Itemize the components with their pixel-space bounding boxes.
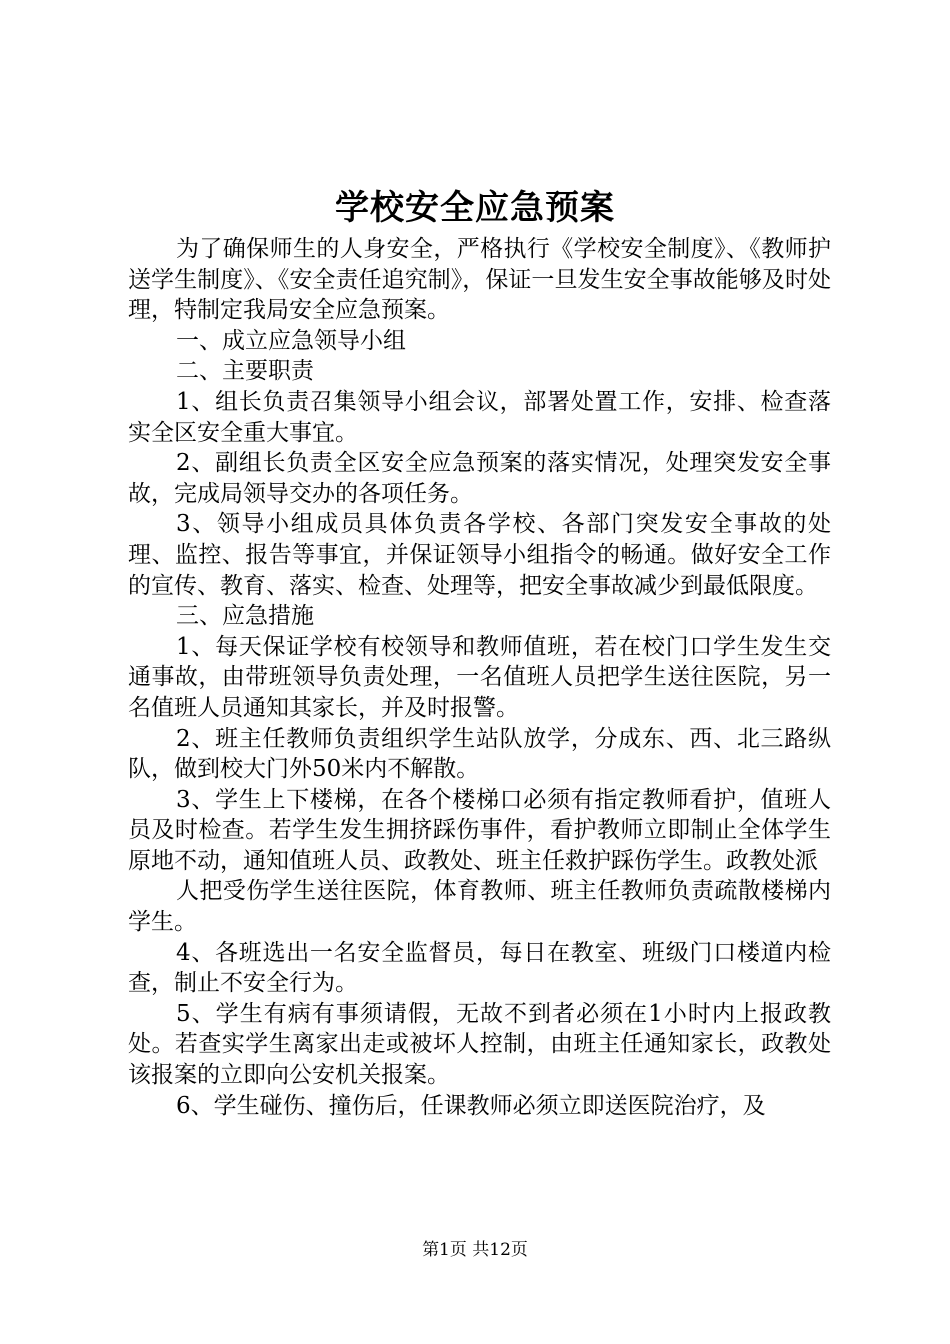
duty-item-3: 3、领导小组成员具体负责各学校、各部门突发安全事故的处理、监控、报告等事宜，并保证领导小组指令的畅通。做好安全工作的宣传、教育、落实、检查、处理等，把安全事故减少到最低限度。 <box>128 511 831 599</box>
duty-item-1: 1、组长负责召集领导小组会议，部署处置工作，安排、检查落实全区安全重大事宜。 <box>128 388 831 446</box>
measure-item-3: 3、学生上下楼梯，在各个楼梯口必须有指定教师看护，值班人员及时检查。若学生发生拥挤踩伤事件，看护教师立即制止全体学生原地不动，通知值班人员、政教处、班主任救护踩伤学生。政教处派 <box>128 786 831 874</box>
page-number: 第1页 共12页 <box>422 1240 528 1260</box>
document-body <box>128 234 831 1121</box>
measure-item-1: 1、每天保证学校有校领导和教师值班，若在校门口学生发生交通事故，由带班领导负责处理，一名值班人员把学生送往医院，另一名值班人员通知其家长，并及时报警。 <box>128 633 831 721</box>
measure-item-3-continued: 人把受伤学生送往医院，体育教师、班主任教师负责疏散楼梯内学生。 <box>128 878 831 936</box>
measure-item-4: 4、各班选出一名安全监督员，每日在教室、班级门口楼道内检查，制止不安全行为。 <box>128 939 831 997</box>
paragraph-intro: 为了确保师生的人身安全，严格执行《学校安全制度》、《教师护送学生制度》、《安全责任追究制》，保证一旦发生安全事故能够及时处理，特制定我局安全应急预案。 <box>128 236 831 324</box>
section-heading-2: 二、主要职责 <box>176 358 314 385</box>
measure-item-6: 6、学生碰伤、撞伤后，任课教师必须立即送医院治疗，及 <box>176 1092 766 1119</box>
section-heading-1: 一、成立应急领导小组 <box>176 327 406 354</box>
measure-item-2: 2、班主任教师负责组织学生站队放学，分成东、西、北三路纵队，做到校大门外50米内不解散。 <box>128 725 831 783</box>
document-title: 学校安全应急预案 <box>335 188 615 228</box>
duty-item-2: 2、副组长负责全区安全应急预案的落实情况，处理突发安全事故，完成局领导交办的各项任务。 <box>128 450 831 507</box>
section-heading-3: 三、应急措施 <box>176 603 314 630</box>
measure-item-5: 5、学生有病有事须请假，无故不到者必须在1小时内上报政教处。若查实学生离家出走或被坏人控制，由班主任通知家长，政教处该报案的立即向公安机关报案。 <box>128 1000 831 1089</box>
